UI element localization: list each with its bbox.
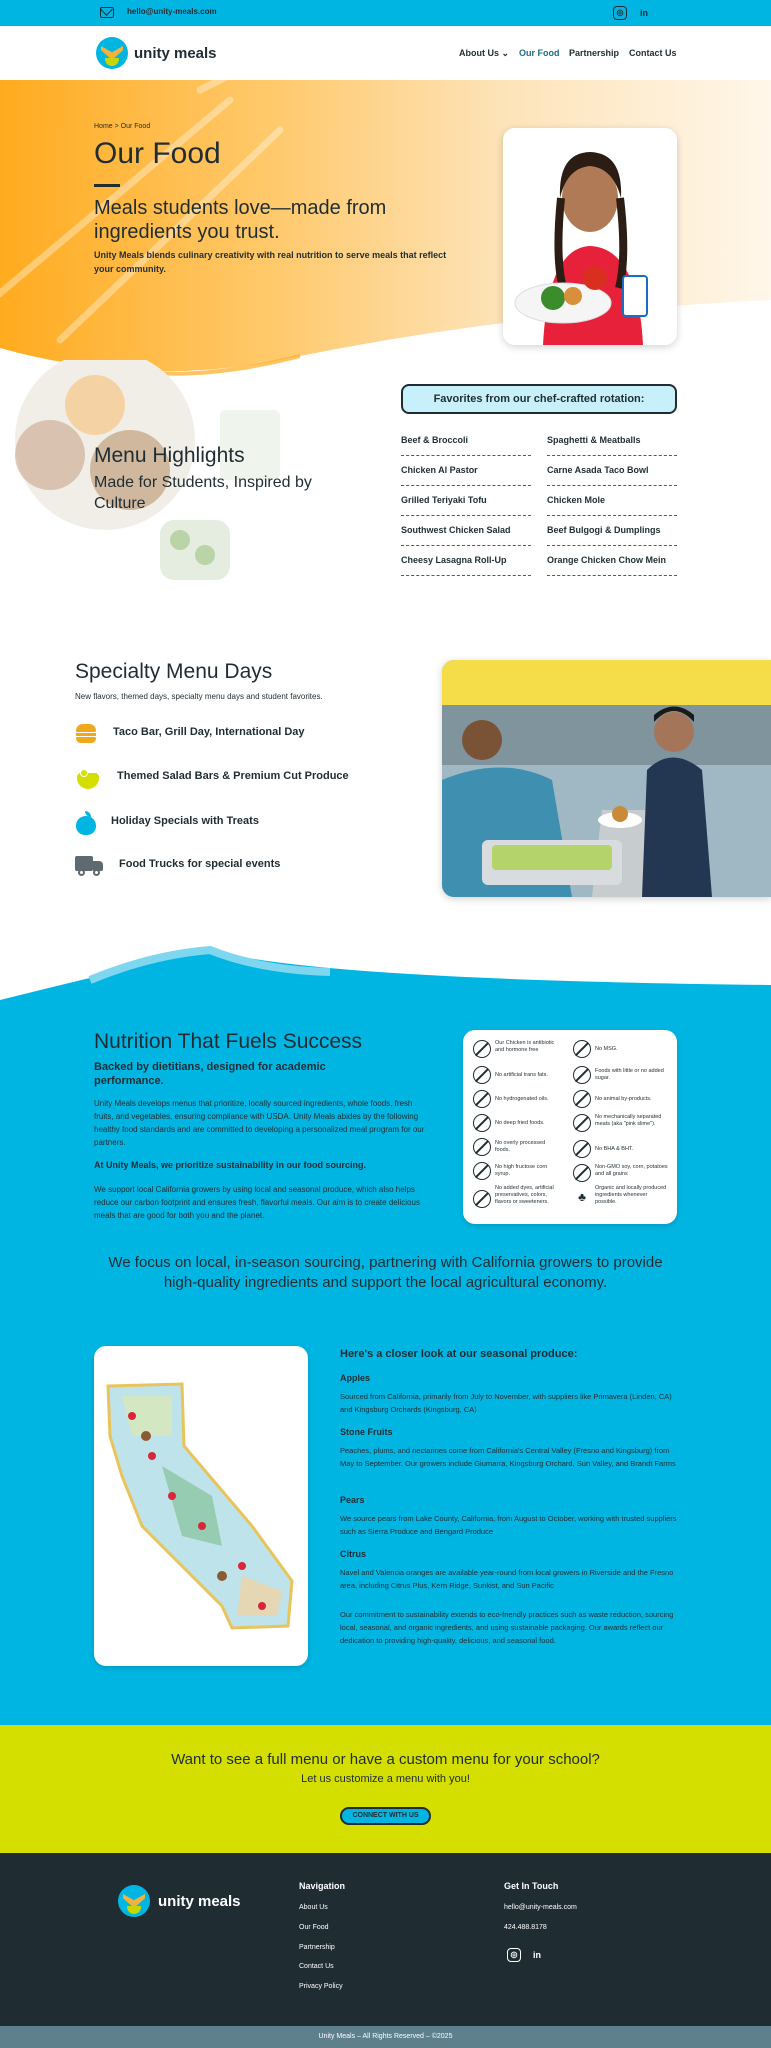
standard-item: No added dyes, artificial preservatives, colors, flavors or sweeteners. — [495, 1185, 554, 1205]
footer-link-about-us[interactable]: About Us — [299, 1904, 328, 1911]
menu-highlights-subtitle: Made for Students, Inspired by Culture — [94, 474, 312, 512]
menu-item: Cheesy Lasagna Roll-Up — [401, 555, 531, 576]
no-icon — [473, 1162, 491, 1180]
footer-logo-text[interactable]: unity meals — [158, 1893, 241, 1910]
standard-item: Our Chicken is antibiotic and hormone free — [495, 1040, 555, 1053]
produce-name: Citrus — [340, 1549, 367, 1559]
footer-link-contact-us[interactable]: Contact Us — [299, 1963, 334, 1970]
nav-about-us[interactable]: About Us ⌄ — [459, 48, 510, 58]
no-icon — [573, 1066, 591, 1084]
hero-lead: Unity Meals blends culinary creativity with real nutrition to serve meals that reflect your community. — [94, 250, 447, 274]
topbar-email[interactable]: hello@unity-meals.com — [127, 7, 217, 16]
students-serving-line-image — [442, 660, 771, 897]
chevron-down-icon: ⌄ — [501, 48, 510, 58]
nav-contact-us[interactable]: Contact Us — [629, 48, 677, 58]
no-icon — [473, 1040, 491, 1058]
nav-our-food[interactable]: Our Food — [519, 48, 560, 58]
menu-item: Spaghetti & Meatballs — [547, 435, 677, 456]
no-icon — [573, 1164, 591, 1182]
produce-name: Pears — [340, 1495, 365, 1505]
student-with-tray-image — [503, 128, 677, 345]
no-icon — [573, 1140, 591, 1158]
food-truck-icon — [75, 854, 103, 878]
footer-nav-title: Navigation — [299, 1881, 346, 1891]
menu-item: Grilled Teriyaki Tofu — [401, 495, 531, 516]
menu-highlights-title: Menu Highlights — [94, 444, 245, 467]
breadcrumb[interactable]: Home > Our Food — [94, 123, 151, 130]
nutrition-subtitle: Backed by dietitians, designed for academic performance. — [94, 1061, 326, 1087]
standard-item: Non-GMO soy, corn, potatoes and all grains — [595, 1164, 668, 1177]
hero-student-photo — [503, 128, 677, 345]
logo-text[interactable]: unity meals — [134, 45, 217, 62]
sourcing-statement: We focus on local, in-season sourcing, partnering with California growers to provide high-quality ingredients and support the local agricultural economy. — [108, 1254, 663, 1291]
footer-phone[interactable]: 424.488.8178 — [504, 1924, 547, 1931]
title-underline — [94, 184, 120, 187]
standard-item: No artificial trans fats. — [495, 1072, 548, 1078]
footer-link-our-food[interactable]: Our Food — [299, 1924, 329, 1931]
standard-item: No MSG. — [595, 1046, 618, 1052]
no-icon — [473, 1090, 491, 1108]
sustainability-closing: Our commitment to sustainability extends to eco-friendly practices such as waste reduction, sourcing local, seasonal, and organic ingredients, and using sustainable packaging. Our awards reflect our dedication to providing high-quality, delicious, and seasonal food. — [340, 1610, 674, 1645]
top-bar — [0, 0, 771, 26]
menu-item: Orange Chicken Chow Mein — [547, 555, 677, 576]
nutrition-title: Nutrition That Fuels Success — [94, 1030, 363, 1053]
instagram-icon[interactable]: ◎ — [613, 6, 627, 20]
menu-item: Beef & Broccoli — [401, 435, 531, 456]
apple-icon — [75, 811, 97, 835]
seasonal-produce-title: Here's a closer look at our seasonal produce: — [340, 1348, 578, 1360]
copyright: Unity Meals – All Rights Reserved – ©2025 — [0, 2026, 771, 2048]
nutrition-sustainability-heading: At Unity Meals, we prioritize sustainability in our food sourcing. — [94, 1160, 367, 1170]
nutrition-wave — [0, 940, 771, 1002]
footer-linkedin-icon[interactable]: in — [533, 1950, 541, 1960]
nutrition-paragraph: We support local California growers by using local and seasonal produce, which also helps reduce our carbon footprint and ensures fresh, flavorful meals. Our aim is to create delicious meals that are good for both you and the planet. — [94, 1185, 420, 1220]
site-footer — [0, 1853, 771, 2026]
nutrition-paragraph: Unity Meals develops menus that prioritize, locally sourced ingredients, whole foods, fresh fruits, and vegetables, ensuring compliance with USDA. Unity Meals abides by the following healthy food standards and are committed to developing a personalized meal program for our partners. — [94, 1099, 425, 1147]
page-title: Our Food — [94, 137, 221, 170]
linkedin-icon[interactable]: in — [640, 8, 648, 18]
standard-item: Foods with little or no added sugar. — [595, 1068, 664, 1081]
favorites-label: Favorites from our chef-crafted rotation: — [401, 384, 677, 414]
nutrition-section — [0, 1000, 771, 1725]
standard-item: No BHA & BHT. — [595, 1146, 634, 1152]
site-header — [0, 26, 771, 80]
standard-item: No high fructose corn syrup. — [495, 1164, 548, 1177]
produce-name: Stone Fruits — [340, 1427, 393, 1437]
menu-item: Chicken Mole — [547, 495, 677, 516]
specialty-item: Food Trucks for special events — [119, 858, 281, 870]
nav-partnership[interactable]: Partnership — [569, 48, 620, 58]
standard-item: Organic and locally produced ingredients whenever possible. — [595, 1185, 667, 1205]
no-icon — [573, 1114, 591, 1132]
specialty-lead: New flavors, themed days, specialty menu days and student favorites. — [75, 692, 323, 701]
menu-item: Chicken Al Pastor — [401, 465, 531, 486]
no-icon — [473, 1114, 491, 1132]
cta-section — [0, 1725, 771, 1853]
cta-title: Want to see a full menu or have a custom menu for your school? — [171, 1751, 600, 1768]
logo-icon[interactable] — [96, 37, 128, 69]
footer-instagram-icon[interactable]: ◎ — [507, 1948, 521, 1962]
no-icon — [473, 1066, 491, 1084]
mail-icon — [100, 7, 114, 18]
food-standards-card — [463, 1030, 677, 1224]
standard-item: No animal by-products. — [595, 1096, 652, 1102]
footer-logo-icon[interactable] — [118, 1885, 150, 1917]
standard-item: No mechanically separated meats (aka "pink slime"). — [595, 1114, 662, 1127]
footer-link-privacy-policy[interactable]: Privacy Policy — [299, 1983, 343, 1990]
hero-subtitle: Meals students love—made from ingredients you trust. — [94, 197, 387, 243]
serving-line-photo — [442, 660, 771, 897]
produce-description: We source pears from Lake County, California, from August to October, working with trusted suppliers such as Sierra Produce and Bengard Produce — [340, 1514, 677, 1536]
no-icon — [473, 1190, 491, 1208]
menu-item: Beef Bulgogi & Dumplings — [547, 525, 677, 546]
specialty-item: Taco Bar, Grill Day, International Day — [113, 726, 305, 738]
specialty-title: Specialty Menu Days — [75, 660, 273, 683]
no-icon — [573, 1040, 591, 1058]
produce-description: Sourced from California, primarily from July to November, with suppliers like Primavera (Linden, CA) and Kingsburg Orchards (Kingsburg, CA) — [340, 1392, 672, 1414]
california-map-card — [94, 1346, 308, 1666]
specialty-item: Holiday Specials with Treats — [111, 815, 259, 827]
burger-icon — [75, 723, 97, 745]
standard-item: No overly processed foods. — [495, 1140, 546, 1153]
no-icon — [573, 1090, 591, 1108]
specialty-item: Themed Salad Bars & Premium Cut Produce — [117, 770, 349, 782]
standard-item: No hydrogenated oils. — [495, 1096, 549, 1102]
footer-email[interactable]: hello@unity-meals.com — [504, 1904, 577, 1911]
cta-subtitle: Let us customize a menu with you! — [301, 1773, 470, 1785]
connect-button[interactable]: CONNECT WITH US — [340, 1807, 431, 1825]
plant-icon: ♣ — [578, 1190, 586, 1204]
produce-description: Peaches, plums, and nectarines come from California's Central Valley (Fresno and Kingsburg) from May to September. Our growers include Giumarra, Kingsburg Orchard, Sun Valley, and Brandt Farms — [340, 1446, 676, 1468]
footer-contact-title: Get In Touch — [504, 1881, 559, 1891]
salad-icon — [75, 767, 101, 791]
menu-item: Carne Asada Taco Bowl — [547, 465, 677, 486]
produce-name: Apples — [340, 1373, 371, 1383]
no-icon — [473, 1138, 491, 1156]
menu-item: Southwest Chicken Salad — [401, 525, 531, 546]
standard-item: No deep fried foods. — [495, 1120, 545, 1126]
california-map-image — [102, 1376, 300, 1636]
produce-description: Navel and Valencia oranges are available year-round from local growers in Riverside and the Fresno area, including Citrus Plus, Kern Ridge, Sunkist, and Sun Pacific — [340, 1568, 674, 1590]
footer-link-partnership[interactable]: Partnership — [299, 1944, 335, 1951]
